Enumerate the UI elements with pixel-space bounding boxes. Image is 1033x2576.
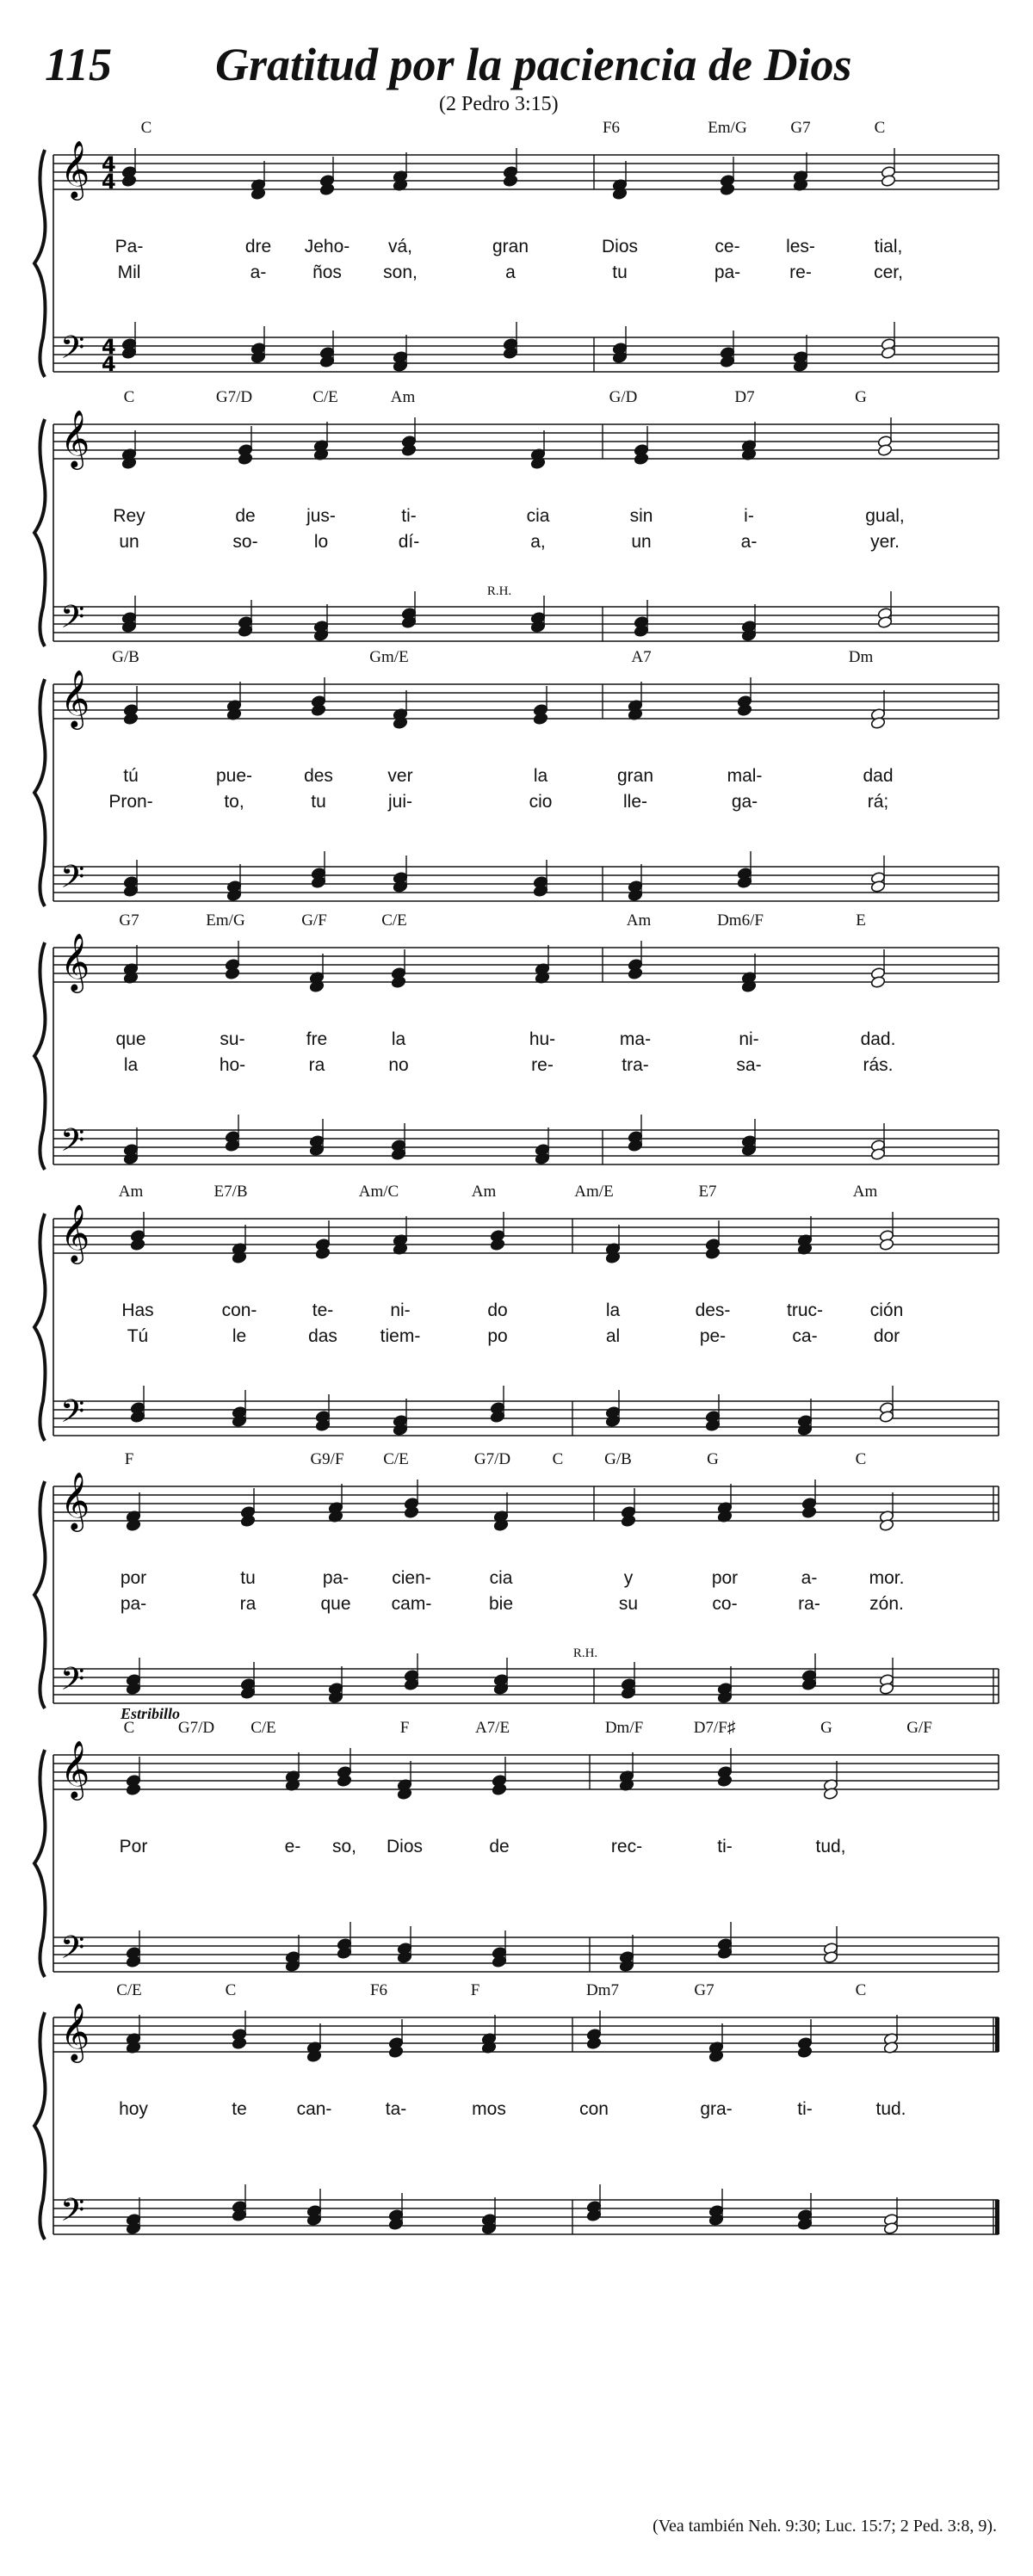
final-barline bbox=[995, 2200, 999, 2234]
chord-symbol: D7 bbox=[734, 388, 755, 406]
lyric-syllable-verse-1: te bbox=[232, 2099, 247, 2119]
lyric-syllable-verse-2: la bbox=[123, 1055, 139, 1075]
staff-brace bbox=[34, 2012, 45, 2239]
lyric-syllable-verse-1: la bbox=[533, 766, 548, 786]
chord-symbol: Am bbox=[852, 1183, 878, 1201]
lyric-syllable-verse-2: cer, bbox=[874, 263, 903, 282]
lyric-syllable-verse-2: ra bbox=[308, 1055, 325, 1075]
lyric-syllable-verse-2: al bbox=[605, 1326, 621, 1346]
treble-clef-icon: 𝄞 bbox=[60, 1471, 90, 1529]
lyric-syllable-verse-2: ra bbox=[239, 1594, 257, 1614]
chord-symbol: G7 bbox=[694, 1981, 714, 1999]
lyric-syllable-verse-2: pe- bbox=[699, 1326, 727, 1346]
cross-references: (Vea también Neh. 9:30; Luc. 15:7; 2 Ped. 3:8, 9). bbox=[653, 2517, 997, 2536]
lyric-syllable-verse-2: no bbox=[388, 1055, 409, 1075]
lyric-syllable-verse-2: yer. bbox=[870, 532, 900, 552]
lyric-syllable-verse-1: gra- bbox=[700, 2099, 733, 2119]
lyric-syllable-verse-1: rec- bbox=[610, 1837, 643, 1856]
lyric-syllable-verse-1: de bbox=[235, 506, 256, 526]
lyric-syllable-verse-1: Pa- bbox=[114, 237, 144, 256]
lyric-syllable-verse-2: ga- bbox=[731, 792, 758, 812]
chord-symbol: G7 bbox=[790, 119, 811, 137]
lyric-syllable-verse-2: pa- bbox=[714, 263, 741, 282]
chord-symbol: F bbox=[470, 1981, 480, 1999]
lyric-syllable-verse-2: so- bbox=[232, 532, 258, 552]
lyric-syllable-verse-1: ni- bbox=[739, 1029, 759, 1049]
lyric-syllable-verse-1: e- bbox=[284, 1837, 301, 1856]
lyric-syllable-verse-1: tial, bbox=[874, 237, 903, 256]
lyric-syllable-verse-1: mor. bbox=[869, 1568, 905, 1588]
lyric-syllable-verse-1: sin bbox=[629, 506, 653, 526]
lyric-syllable-verse-2: co- bbox=[712, 1594, 738, 1614]
lyric-syllable-verse-2: Mil bbox=[117, 263, 141, 282]
chord-symbol: Am/E bbox=[574, 1183, 614, 1201]
chord-symbol: C bbox=[855, 1981, 867, 1999]
lyric-syllable-verse-1: por bbox=[120, 1568, 147, 1588]
lyric-syllable-verse-1: ma- bbox=[619, 1029, 652, 1049]
time-signature-top: 4 bbox=[102, 152, 116, 176]
lyric-syllable-verse-2: un bbox=[119, 532, 139, 552]
chord-symbol: Gm/E bbox=[369, 648, 409, 666]
final-barline bbox=[995, 2017, 999, 2052]
lyric-syllable-verse-2: rás. bbox=[863, 1055, 894, 1075]
bass-clef-icon: 𝄢 bbox=[60, 1393, 85, 1437]
lyric-syllable-verse-2: lle- bbox=[622, 792, 648, 812]
lyric-syllable-verse-1: Has bbox=[121, 1300, 154, 1320]
lyric-syllable-verse-2: dí- bbox=[398, 532, 420, 552]
lyric-syllable-verse-1: hoy bbox=[119, 2099, 148, 2119]
lyric-syllable-verse-1: gran bbox=[492, 237, 529, 256]
lyric-syllable-verse-2: sa- bbox=[736, 1055, 762, 1075]
lyric-syllable-verse-1: mal- bbox=[727, 766, 763, 786]
lyric-syllable-verse-2: jui- bbox=[387, 792, 413, 812]
treble-clef-icon: 𝄞 bbox=[60, 932, 90, 991]
hand-marking: R.H. bbox=[572, 1646, 598, 1660]
bass-clef-icon: 𝄢 bbox=[60, 1122, 85, 1166]
lyric-syllable-verse-2: zón. bbox=[869, 1594, 904, 1614]
lyric-syllable-verse-1: y bbox=[623, 1568, 634, 1588]
lyric-syllable-verse-2: ños bbox=[312, 263, 342, 282]
system-1 bbox=[34, 119, 999, 377]
chord-symbol: C/E bbox=[116, 1981, 142, 1999]
chord-symbol: G/D bbox=[609, 388, 638, 406]
lyric-syllable-verse-2: re- bbox=[789, 263, 812, 282]
lyric-syllable-verse-1: les- bbox=[786, 237, 815, 256]
chord-symbol: G bbox=[707, 1450, 719, 1468]
lyric-syllable-verse-1: tú bbox=[123, 766, 139, 786]
lyric-syllable-verse-2: ho- bbox=[219, 1055, 246, 1075]
lyric-syllable-verse-1: tud, bbox=[815, 1837, 846, 1856]
lyric-syllable-verse-1: con- bbox=[221, 1300, 257, 1320]
lyric-syllable-verse-1: can- bbox=[296, 2099, 332, 2119]
system-4 bbox=[34, 911, 999, 1170]
system-6 bbox=[34, 1450, 999, 1708]
hymn-title: Gratitud por la paciencia de Dios bbox=[215, 39, 852, 90]
lyric-syllable-verse-1: truc- bbox=[787, 1300, 823, 1320]
lyric-syllable-verse-1: Jeho- bbox=[304, 237, 350, 256]
lyric-syllable-verse-2: Tú bbox=[127, 1326, 149, 1346]
lyric-syllable-verse-2: tu bbox=[612, 263, 628, 282]
system-5 bbox=[34, 1183, 999, 1441]
staff-brace bbox=[34, 1750, 45, 1977]
lyric-syllable-verse-1: ción bbox=[869, 1300, 904, 1320]
chord-symbol: F bbox=[399, 1719, 410, 1737]
lyric-syllable-verse-1: a- bbox=[801, 1568, 818, 1588]
staff-brace bbox=[34, 679, 45, 906]
lyric-syllable-verse-1: ce- bbox=[714, 237, 740, 256]
lyric-syllable-verse-1: tu bbox=[240, 1568, 256, 1588]
staff-brace bbox=[34, 1214, 45, 1441]
lyric-syllable-verse-2: su bbox=[618, 1594, 639, 1614]
lyric-syllable-verse-2: le bbox=[232, 1326, 247, 1346]
chord-symbol: Dm bbox=[848, 648, 874, 666]
staff-brace bbox=[34, 419, 45, 646]
lyric-syllable-verse-1: gual, bbox=[865, 506, 905, 526]
lyric-syllable-verse-2: po bbox=[487, 1326, 508, 1346]
lyric-syllable-verse-1: pa- bbox=[322, 1568, 349, 1588]
lyric-syllable-verse-2: a- bbox=[250, 263, 267, 282]
chord-symbol: Dm7 bbox=[586, 1981, 619, 1999]
lyric-syllable-verse-1: fre bbox=[306, 1029, 328, 1049]
chord-symbol: Dm/F bbox=[604, 1719, 644, 1737]
lyric-syllable-verse-1: cia bbox=[526, 506, 550, 526]
section-label: Estribillo bbox=[121, 1705, 181, 1722]
staff-brace bbox=[34, 150, 45, 377]
lyric-syllable-verse-2: un bbox=[631, 532, 652, 552]
treble-clef-icon: 𝄞 bbox=[60, 669, 90, 727]
chord-symbol: D7/F♯ bbox=[693, 1719, 736, 1737]
lyric-syllable-verse-1: ti- bbox=[797, 2099, 813, 2119]
chord-symbol: Dm6/F bbox=[717, 911, 764, 930]
treble-clef-icon: 𝄞 bbox=[60, 139, 90, 198]
lyric-syllable-verse-2: bie bbox=[488, 1594, 514, 1614]
lyric-syllable-verse-1: por bbox=[711, 1568, 739, 1588]
lyric-syllable-verse-1: dad bbox=[863, 766, 894, 786]
lyric-syllable-verse-1: dad. bbox=[860, 1029, 896, 1049]
lyric-syllable-verse-2: ca- bbox=[792, 1326, 818, 1346]
chord-symbol: Am bbox=[626, 911, 652, 930]
lyric-syllable-verse-1: tud. bbox=[875, 2099, 906, 2119]
chord-symbol: G7 bbox=[119, 911, 139, 930]
lyric-syllable-verse-2: ra- bbox=[798, 1594, 820, 1614]
chord-symbol: C bbox=[123, 1719, 135, 1737]
chord-symbol: G bbox=[855, 388, 867, 406]
bass-clef-icon: 𝄢 bbox=[60, 1930, 85, 1974]
lyric-syllable-verse-1: de bbox=[489, 1837, 510, 1856]
lyric-syllable-verse-2: Pron- bbox=[108, 792, 153, 812]
lyric-syllable-verse-2: lo bbox=[313, 532, 329, 552]
lyric-syllable-verse-2: tra- bbox=[622, 1055, 649, 1075]
lyric-syllable-verse-2: cio bbox=[529, 792, 553, 812]
chord-symbol: C/E bbox=[312, 388, 338, 406]
lyric-syllable-verse-2: tu bbox=[311, 792, 326, 812]
bass-clef-icon: 𝄢 bbox=[60, 2192, 85, 2236]
system-2 bbox=[34, 388, 999, 646]
lyric-syllable-verse-1: pue- bbox=[215, 766, 253, 786]
lyric-syllable-verse-1: Dios bbox=[386, 1837, 424, 1856]
lyric-syllable-verse-1: vá, bbox=[387, 237, 413, 256]
lyric-syllable-verse-1: la bbox=[391, 1029, 406, 1049]
lyric-syllable-verse-1: dre bbox=[244, 237, 272, 256]
system-8 bbox=[34, 1981, 999, 2239]
chord-symbol: Am bbox=[118, 1183, 144, 1201]
chord-symbol: F6 bbox=[369, 1981, 388, 1999]
chord-symbol: G/F bbox=[906, 1719, 932, 1737]
treble-clef-icon: 𝄞 bbox=[60, 2002, 90, 2060]
lyric-syllable-verse-1: ni- bbox=[390, 1300, 411, 1320]
lyric-syllable-verse-1: ti- bbox=[401, 506, 417, 526]
lyric-syllable-verse-1: ta- bbox=[385, 2099, 407, 2119]
lyric-syllable-verse-1: ver bbox=[387, 766, 413, 786]
chord-symbol: G/B bbox=[604, 1450, 632, 1468]
time-signature-bottom: 4 bbox=[102, 352, 116, 376]
lyric-syllable-verse-1: ti- bbox=[717, 1837, 733, 1856]
chord-symbol: G/F bbox=[301, 911, 327, 930]
chord-symbol: C/E bbox=[383, 1450, 409, 1468]
lyric-syllable-verse-1: des- bbox=[695, 1300, 731, 1320]
chord-symbol: G7/D bbox=[177, 1719, 215, 1737]
lyric-syllable-verse-1: mos bbox=[472, 2099, 506, 2119]
chord-symbol: C bbox=[855, 1450, 867, 1468]
chord-symbol: C bbox=[552, 1450, 564, 1468]
chord-symbol: G7/D bbox=[215, 388, 253, 406]
lyric-syllable-verse-2: tiem- bbox=[380, 1326, 421, 1346]
chord-symbol: E7/B bbox=[213, 1183, 248, 1201]
lyric-syllable-verse-1: so, bbox=[331, 1837, 357, 1856]
chord-symbol: E7 bbox=[698, 1183, 717, 1201]
chord-symbol: C bbox=[140, 119, 152, 137]
lyric-syllable-verse-1: cia bbox=[489, 1568, 513, 1588]
time-signature-bottom: 4 bbox=[102, 170, 116, 194]
chord-symbol: G9/F bbox=[310, 1450, 344, 1468]
lyric-syllable-verse-2: re- bbox=[531, 1055, 554, 1075]
lyric-syllable-verse-1: do bbox=[487, 1300, 508, 1320]
chord-symbol: Em/G bbox=[206, 911, 245, 930]
chord-symbol: C bbox=[225, 1981, 237, 1999]
lyric-syllable-verse-1: te- bbox=[312, 1300, 334, 1320]
treble-clef-icon: 𝄞 bbox=[60, 1203, 90, 1262]
chord-symbol: E bbox=[856, 911, 866, 930]
scripture-reference: (2 Pedro 3:15) bbox=[439, 93, 559, 115]
chord-symbol: C/E bbox=[251, 1719, 276, 1737]
hand-marking: R.H. bbox=[486, 584, 512, 598]
chord-symbol: C bbox=[123, 388, 135, 406]
chord-symbol: G/B bbox=[112, 648, 139, 666]
lyric-syllable-verse-2: a bbox=[505, 263, 516, 282]
lyric-syllable-verse-1: i- bbox=[744, 506, 754, 526]
bass-clef-icon: 𝄢 bbox=[60, 330, 85, 374]
system-7 bbox=[34, 1705, 999, 1977]
chord-symbol: G7/D bbox=[473, 1450, 511, 1468]
chord-symbol: Am bbox=[471, 1183, 497, 1201]
lyric-syllable-verse-1: jus- bbox=[306, 506, 336, 526]
lyric-syllable-verse-1: Rey bbox=[113, 506, 145, 526]
lyric-syllable-verse-2: cam- bbox=[391, 1594, 432, 1614]
chord-symbol: A7 bbox=[631, 648, 652, 666]
lyric-syllable-verse-2: a- bbox=[740, 532, 758, 552]
chord-symbol: C bbox=[874, 119, 886, 137]
treble-clef-icon: 𝄞 bbox=[60, 1739, 90, 1798]
lyric-syllable-verse-1: con bbox=[579, 2099, 609, 2119]
staff-brace bbox=[34, 942, 45, 1170]
treble-clef-icon: 𝄞 bbox=[60, 409, 90, 467]
chord-symbol: A7/E bbox=[474, 1719, 510, 1737]
lyric-syllable-verse-2: que bbox=[320, 1594, 351, 1614]
lyric-syllable-verse-1: Dios bbox=[601, 237, 639, 256]
lyric-syllable-verse-2: pa- bbox=[120, 1594, 147, 1614]
chord-symbol: C/E bbox=[381, 911, 407, 930]
lyric-syllable-verse-1: gran bbox=[616, 766, 654, 786]
chord-symbol: F bbox=[124, 1450, 134, 1468]
lyric-syllable-verse-1: la bbox=[605, 1300, 621, 1320]
hymn-number: 115 bbox=[45, 39, 113, 90]
lyric-syllable-verse-2: dor bbox=[873, 1326, 900, 1346]
bass-clef-icon: 𝄢 bbox=[60, 859, 85, 903]
lyric-syllable-verse-1: des bbox=[304, 766, 333, 786]
lyric-syllable-verse-1: su- bbox=[220, 1029, 245, 1049]
lyric-syllable-verse-2: to, bbox=[224, 792, 244, 812]
lyric-syllable-verse-2: das bbox=[308, 1326, 337, 1346]
lyric-syllable-verse-1: cien- bbox=[392, 1568, 431, 1588]
bass-clef-icon: 𝄢 bbox=[60, 599, 85, 643]
system-3 bbox=[34, 648, 999, 906]
lyric-syllable-verse-2: son, bbox=[383, 263, 418, 282]
chord-symbol: G bbox=[820, 1719, 832, 1737]
lyric-syllable-verse-2: a, bbox=[530, 532, 546, 552]
chord-symbol: Am/C bbox=[358, 1183, 399, 1201]
time-signature-top: 4 bbox=[102, 335, 116, 359]
lyric-syllable-verse-1: hu- bbox=[529, 1029, 556, 1049]
bass-clef-icon: 𝄢 bbox=[60, 1661, 85, 1705]
chord-symbol: F6 bbox=[602, 119, 621, 137]
staff-brace bbox=[34, 1481, 45, 1708]
lyric-syllable-verse-2: rá; bbox=[867, 792, 889, 812]
chord-symbol: Em/G bbox=[708, 119, 747, 137]
lyric-syllable-verse-1: Por bbox=[119, 1837, 148, 1856]
lyric-syllable-verse-1: que bbox=[115, 1029, 146, 1049]
chord-symbol: Am bbox=[390, 388, 416, 406]
